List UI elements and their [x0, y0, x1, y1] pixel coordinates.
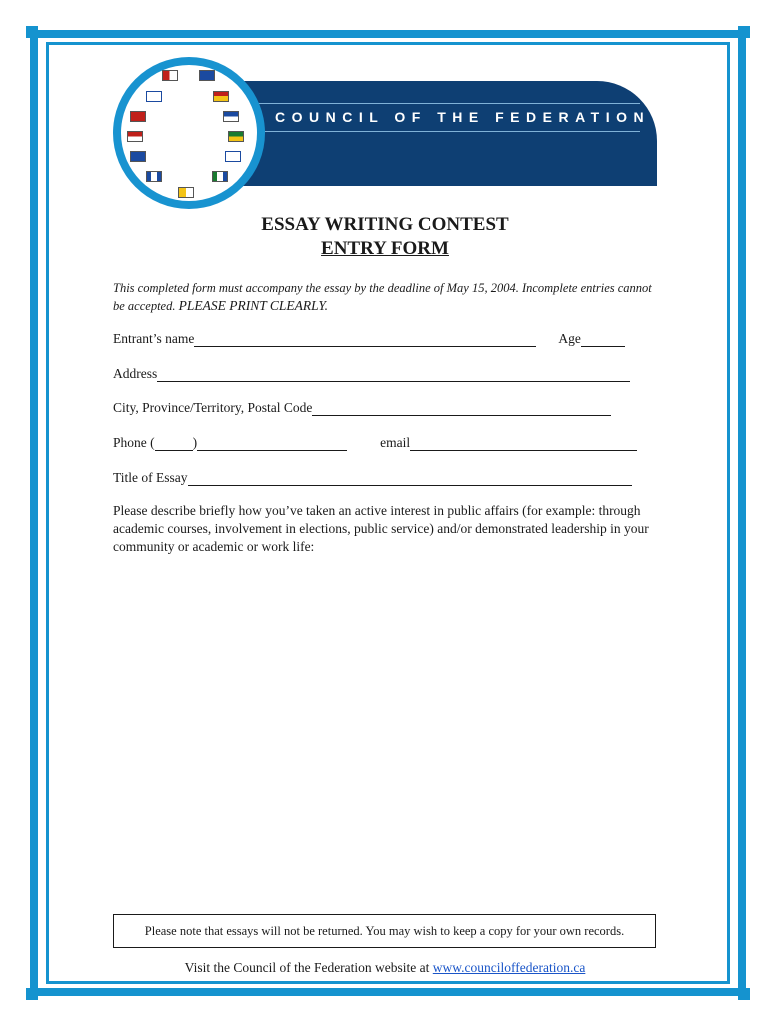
- flag-icon: [225, 151, 241, 162]
- flag-icon: [130, 151, 146, 162]
- form-instructions: [113, 279, 658, 315]
- footer-text: Visit the Council of the Federation website at: [184, 960, 430, 975]
- banner-rule: [225, 103, 640, 104]
- flag-icon: [213, 91, 229, 102]
- flag-icon: [199, 70, 215, 81]
- phone-field[interactable]: [197, 436, 347, 451]
- flag-icon: [228, 131, 244, 142]
- description-prompt: Please describe briefly how you’ve taken an active interest in public affairs (for example: through academic courses, involvement in elections, public service) and/or demonstrated leadership in your community or academic or work life:: [113, 503, 649, 554]
- flag-icon: [212, 171, 228, 182]
- phone-paren: ): [192, 435, 198, 450]
- email-label: email: [380, 435, 411, 450]
- name-field[interactable]: [194, 332, 536, 347]
- age-label: Age: [558, 331, 581, 346]
- border-corner: [738, 26, 750, 38]
- city-label: City, Province/Territory, Postal Code: [113, 400, 313, 415]
- instructions-text: This completed form must accompany the essay by the deadline of May 15, 2004. Incomplete entries cannot be accepted.: [113, 281, 652, 313]
- flag-icon: [146, 171, 162, 182]
- return-notice-box: [113, 914, 656, 948]
- city-field[interactable]: [312, 401, 611, 416]
- area-code-field[interactable]: [155, 436, 193, 451]
- website-link[interactable]: www.counciloffederation.ca: [432, 960, 586, 975]
- header-banner: [225, 81, 657, 186]
- print-clearly-note: PLEASE PRINT CLEARLY.: [178, 298, 328, 313]
- organization-name: COUNCIL OF THE FEDERATION: [275, 109, 651, 125]
- flag-icon: [146, 91, 162, 102]
- city-row: [113, 400, 611, 416]
- flag-icon: [130, 111, 146, 122]
- flag-icon: [127, 131, 143, 142]
- border-corner: [26, 988, 38, 1000]
- name-label: Entrant’s name: [113, 331, 195, 346]
- address-field[interactable]: [157, 367, 630, 382]
- banner-rule: [225, 131, 640, 132]
- form-subtitle: ENTRY FORM: [321, 238, 449, 259]
- flag-icon: [178, 187, 194, 198]
- flag-icon: [162, 70, 178, 81]
- footer: [0, 960, 770, 976]
- form-title: ESSAY WRITING CONTEST: [261, 214, 509, 235]
- phone-row: [113, 435, 637, 451]
- phone-label: Phone (: [113, 435, 155, 450]
- essay-title-label: Title of Essay: [113, 470, 188, 485]
- essay-title-field[interactable]: [188, 471, 632, 486]
- border-corner: [26, 26, 38, 38]
- age-field[interactable]: [581, 332, 625, 347]
- flag-icon: [223, 111, 239, 122]
- essay-title-row: [113, 470, 632, 486]
- address-row: [113, 366, 630, 382]
- email-field[interactable]: [410, 436, 637, 451]
- border-corner: [738, 988, 750, 1000]
- address-label: Address: [113, 366, 158, 381]
- name-row: [113, 331, 625, 347]
- return-notice-text: Please note that essays will not be returned. You may wish to keep a copy for your own records.: [144, 923, 625, 938]
